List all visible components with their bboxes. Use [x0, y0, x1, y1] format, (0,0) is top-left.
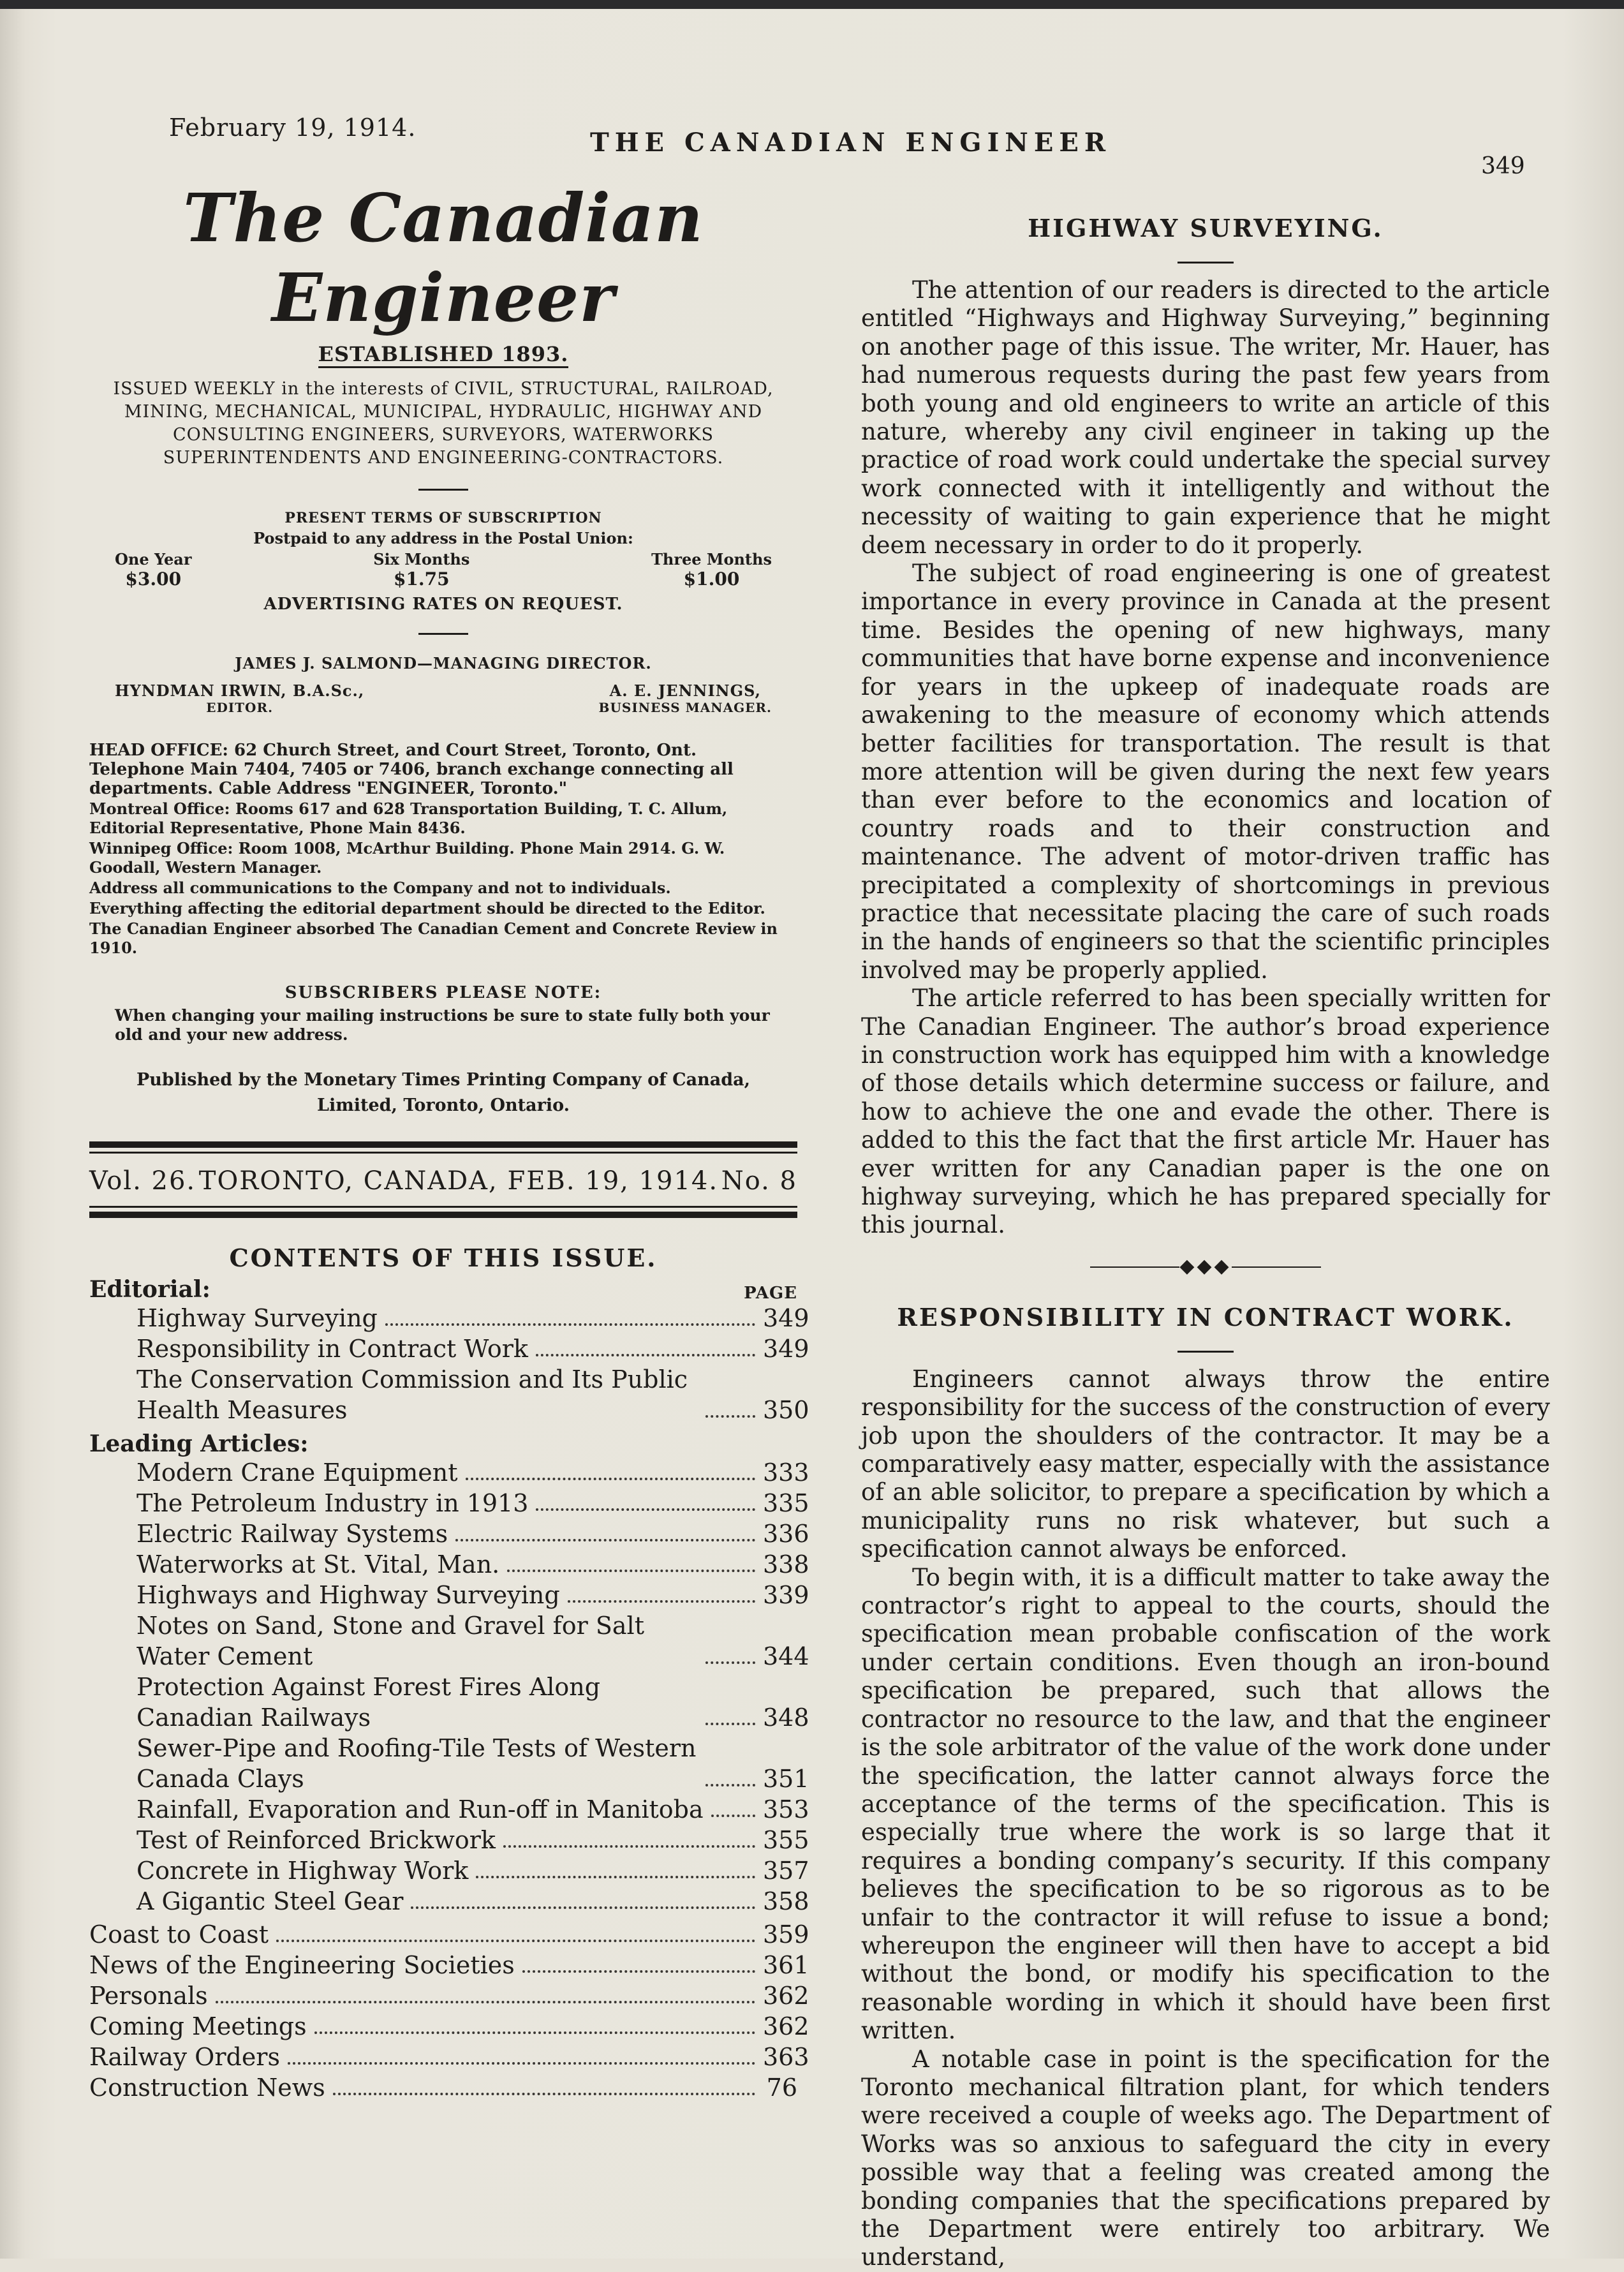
toc-entry[interactable] — [89, 2011, 809, 2042]
office-line: Address all communications to the Company and not to individuals. — [89, 878, 671, 897]
subscribers-note-heading: SUBSCRIBERS PLEASE NOTE: — [284, 983, 602, 1002]
contents-title: CONTENTS OF THIS ISSUE. — [229, 1243, 658, 1272]
article-paragraph: The subject of road engineering is one of greatest importance in every province in Canada at the present time. Besides the opening of new highways, many communities that have borne expense and inconvenience for years in the upkeep of inadequate roads are awakening to the measure of economy which attends better facilities for transportation. The result is that more attention will be given during the next few years than ever before to the economics and location of country roads and to their construction and maintenance. The advent of motor-driven traffic has precipitated a complexity of shortcomings in previous practice that necessitate placing the care of such roads in the hands of engineers so that the scientific principles involved may be properly applied. — [861, 560, 1550, 984]
volume-number: Vol. 26. — [89, 1166, 196, 1196]
toc-entry-page: 349 — [763, 1334, 809, 1363]
toc-other-list — [89, 1919, 809, 2103]
toc-entry[interactable] — [137, 1457, 809, 1488]
toc-entry-title: The Petroleum Industry in 1913 — [137, 1489, 529, 1517]
subscription-postpaid: Postpaid to any address in the Postal Union: — [253, 528, 633, 547]
toc-entry[interactable] — [137, 1549, 809, 1580]
toc-entry[interactable] — [137, 1518, 809, 1549]
toc-leader — [455, 1539, 755, 1541]
toc-leader — [476, 1876, 755, 1878]
issued-statement: ISSUED WEEKLY in the interests of CIVIL, STRUCTURAL, RAILROAD, MINING, MECHANICAL, MUNICIPAL, HYDRAULIC, HIGHWAY AND CONSULTING ENGINEERS, SURVEYORS, WATERWORKS SUPERINTENDENTS AND ENGINEERING-CONTRACTORS. — [113, 378, 774, 468]
article-highway-surveying — [861, 214, 1550, 1240]
toc-entry-title: Coming Meetings — [89, 2012, 307, 2040]
toc-entry-title: Personals — [89, 1981, 208, 2010]
toc-leader — [333, 2093, 755, 2095]
toc-leader — [705, 1415, 755, 1418]
editor-name: HYNDMAN IRWIN, B.A.Sc., — [115, 681, 365, 700]
term-one-year — [115, 550, 192, 590]
toc-entry-title: Construction News — [89, 2073, 325, 2102]
article-responsibility — [861, 1303, 1550, 2272]
toc-entry-title: Rainfall, Evaporation and Run-off in Manitoba — [137, 1795, 704, 1823]
office-line: Winnipeg Office: Room 1008, McArthur Building. Phone Main 2914. G. W. Goodall, Western Manager. — [89, 838, 725, 877]
ornament-line — [1090, 1266, 1179, 1268]
office-line: Everything affecting the editorial department should be directed to the Editor. — [89, 898, 765, 917]
term-label: One Year — [115, 549, 192, 568]
toc-entry-page: 348 — [763, 1703, 809, 1732]
double-rule — [89, 1206, 797, 1218]
toc-leader — [536, 1508, 755, 1511]
toc-entry-page: 76 — [766, 2073, 797, 2102]
toc-entry-title: A Gigantic Steel Gear — [137, 1887, 404, 1915]
toc-entry[interactable] — [137, 1303, 809, 1333]
double-rule — [89, 1141, 797, 1154]
ornament-line — [1232, 1266, 1321, 1268]
publisher-line-2: Limited, Toronto, Ontario. — [316, 1095, 570, 1115]
toc-entry[interactable] — [137, 1580, 809, 1610]
toc-leader — [568, 1600, 755, 1603]
term-label: Three Months — [651, 549, 772, 568]
subscription-terms — [89, 550, 797, 590]
toc-entry-page: 336 — [763, 1519, 809, 1548]
article-title: HIGHWAY SURVEYING. — [1028, 214, 1384, 242]
title-rule — [1177, 262, 1234, 264]
term-price: $3.00 — [125, 568, 182, 590]
right-column — [861, 201, 1550, 2272]
toc-entry[interactable] — [137, 1333, 809, 1364]
header-title: THE CANADIAN ENGINEER — [590, 128, 1112, 158]
toc-entry[interactable] — [137, 1794, 809, 1825]
toc-entry-title: Highway Surveying — [137, 1303, 378, 1332]
toc-entry-page: 351 — [763, 1764, 809, 1793]
toc-entry-page: 350 — [763, 1395, 809, 1424]
publisher — [89, 1067, 797, 1118]
toc-leader — [288, 2062, 755, 2065]
office-line: The Canadian Engineer absorbed The Canadian Cement and Concrete Review in 1910. — [89, 919, 778, 957]
toc-entry-title: Notes on Sand, Stone and Gravel for Salt Water Cement — [137, 1611, 644, 1670]
manager-title: BUSINESS MANAGER. — [598, 699, 772, 715]
toc-entry-title: News of the Engineering Societies — [89, 1950, 515, 1979]
toc-entry[interactable] — [137, 1488, 809, 1518]
article-paragraph: A notable case in point is the specification for the Toronto mechanical filtration plant, for which tenders were received a couple of weeks ago. The Department of Works was so anxious to safeguard the city in every possible way that a feeling was created among the bonding companies that the specifications prepared by the Department were entirely too arbitrary. We understand, — [861, 2045, 1550, 2271]
divider — [418, 633, 468, 635]
office-info — [89, 741, 797, 958]
toc-leader — [411, 1906, 755, 1909]
toc-entry-title: Railway Orders — [89, 2042, 280, 2071]
toc-entry-page: 335 — [763, 1489, 809, 1517]
toc-section-editorial: Editorial: — [89, 1275, 210, 1303]
toc-entry-title: Sewer-Pipe and Roofing-Tile Tests of Western Canada Clays — [137, 1734, 697, 1793]
toc-leading-list — [89, 1457, 809, 1917]
article-paragraph: The attention of our readers is directed to the article entitled “Highways and Highway Surveying,” beginning on another page of this issue. The writer, Mr. Hauer, has had numerous requests during the past few years from both young and old engineers to write an article of this nature, whereby any civil engineer in taking up the practice of road work could undertake the special survey work connected with it intelligently and without the necessity of waiting to gain experience that he might deem necessary in order to do it properly. — [861, 276, 1550, 559]
toc-entry-title: Coast to Coast — [89, 1920, 269, 1949]
toc-leader — [276, 1940, 755, 1942]
divider — [418, 489, 468, 491]
toc-entry[interactable] — [89, 2072, 797, 2103]
editor-title: EDITOR. — [206, 699, 274, 715]
toc-entry-page: 361 — [763, 1950, 809, 1979]
toc-entry-page: 363 — [763, 2042, 809, 2071]
title-rule — [1177, 1351, 1234, 1353]
toc-entry[interactable] — [89, 1919, 809, 1950]
term-three-months — [651, 550, 772, 590]
staff-row — [89, 681, 797, 715]
office-line: HEAD OFFICE: 62 Church Street, and Court Street, Toronto, Ont. Telephone Main 7404, 7405 or 7406, branch exchange connecting all departments. Cable Address "ENGINEER, Toronto." — [89, 740, 734, 798]
toc-entry[interactable] — [137, 1825, 809, 1855]
publisher-line-1: Published by the Monetary Times Printing Company of Canada, — [136, 1069, 751, 1090]
issue-number: No. 8 — [721, 1166, 797, 1196]
toc-entry-page: 349 — [763, 1303, 809, 1332]
term-price: $1.00 — [683, 568, 740, 590]
volume-place-date: TORONTO, CANADA, FEB. 19, 1914. — [198, 1166, 719, 1196]
masthead-title: The Canadian Engineer — [183, 179, 704, 337]
managing-director: JAMES J. SALMOND—MANAGING DIRECTOR. — [235, 653, 652, 672]
established-text: ESTABLISHED 1893. — [318, 342, 569, 368]
toc-entry[interactable] — [137, 1733, 809, 1794]
scan-top-edge — [0, 0, 1624, 9]
business-manager — [599, 681, 772, 715]
advertising-rates: ADVERTISING RATES ON REQUEST. — [263, 594, 623, 614]
toc-leader — [705, 1661, 755, 1664]
toc-leader — [466, 1478, 755, 1480]
toc-entry-title: Modern Crane Equipment — [137, 1458, 458, 1487]
article-paragraph: Engineers cannot always throw the entire responsibility for the success of the construction of every job upon the shoulders of the contractor. It may be a comparatively easy matter, especially with the assistance of an able solicitor, to prepare a specification by which a municipality runs no risk whatever, but such a specification cannot always be enforced. — [861, 1365, 1550, 1563]
toc-leader — [711, 1815, 755, 1817]
toc-leader — [522, 1970, 755, 1973]
toc-entry[interactable] — [137, 1886, 809, 1917]
toc-entry[interactable] — [137, 1855, 809, 1886]
toc-leader — [314, 2031, 755, 2034]
toc-entry-page: 358 — [763, 1887, 809, 1915]
toc-entry[interactable] — [137, 1610, 809, 1672]
staff-block — [89, 654, 797, 715]
toc-entry-page: 344 — [763, 1642, 809, 1670]
toc-leader — [503, 1845, 755, 1848]
subscription-heading: PRESENT TERMS OF SUBSCRIPTION — [284, 509, 602, 526]
toc-entry-page: 359 — [763, 1920, 809, 1949]
article-paragraph: To begin with, it is a difficult matter to take away the contractor’s right to appeal to the courts, should the specification mean probable confiscation of the work under certain conditions. Even though an iron-bound specification be prepared, such that allows the contractor no resource to the law, and that the engineer is the sole arbitrator of the value of the work done under the specification, the latter cannot always force the acceptance of the terms of the specification. This is especially true where the work is so large that it requires a bonding company’s security. If this company believes the specification to be so rigorous as to be unfair to the contractor it will refuse to issue a bond; whereupon the engineer will then have to accept a bid without the bond, or modify his specification to the reasonable wording in which it should have been first written. — [861, 1563, 1550, 2045]
toc-entry-page: 362 — [763, 2012, 809, 2040]
toc-entry-title: Test of Reinforced Brickwork — [137, 1825, 496, 1854]
toc-leader — [507, 1570, 755, 1572]
toc-entry-title: Concrete in Highway Work — [137, 1856, 469, 1885]
toc-entry-page: 362 — [763, 1981, 809, 2010]
toc-entry[interactable] — [89, 1980, 809, 2011]
toc-leader — [385, 1323, 755, 1326]
article-paragraph: The article referred to has been specially written for The Canadian Engineer. The author’s broad experience in construction work has equipped him with a knowledge of those details which determine success or failure, and how to achieve the one and evade the other. There is added to this the fact that the first article Mr. Hauer has ever written for any Canadian paper is the one on highway surveying, which he has prepared specially for this journal. — [861, 984, 1550, 1239]
toc-page-label: PAGE — [744, 1283, 797, 1303]
toc-entry[interactable] — [137, 1672, 809, 1733]
toc-entry-page: 355 — [763, 1825, 809, 1854]
toc-entry-title: Highways and Highway Surveying — [137, 1580, 560, 1609]
subscribers-note-body: When changing your mailing instructions be sure to state fully both your old and your new address. — [115, 1006, 770, 1044]
toc-entry-page: 353 — [763, 1795, 809, 1823]
term-label: Six Months — [373, 549, 470, 568]
volume-line — [89, 1166, 797, 1196]
manager-name: A. E. JENNINGS, — [609, 681, 761, 700]
established-line — [89, 342, 797, 366]
toc-entry[interactable] — [89, 2042, 809, 2072]
ornamental-divider — [861, 1255, 1550, 1277]
page-number: 349 — [1481, 153, 1525, 179]
toc-leader — [536, 1354, 755, 1356]
ornament-diamond: ◆◆◆ — [1179, 1254, 1232, 1277]
header-date: February 19, 1914. — [169, 114, 417, 142]
toc-entry-title: The Conservation Commission and Its Public Health Measures — [137, 1365, 688, 1424]
toc-entry-page: 333 — [763, 1458, 809, 1487]
toc-header — [89, 1276, 797, 1303]
toc-leader — [216, 2001, 755, 2003]
toc-entry-title: Waterworks at St. Vital, Man. — [137, 1550, 500, 1578]
toc-entry-title: Protection Against Forest Fires Along Canadian Railways — [137, 1672, 601, 1732]
toc-entry-title: Electric Railway Systems — [137, 1519, 448, 1548]
toc-section-leading: Leading Articles: — [89, 1430, 309, 1457]
term-six-months — [373, 550, 469, 590]
toc-entry-title: Responsibility in Contract Work — [137, 1334, 528, 1363]
toc-editorial-list — [89, 1303, 809, 1425]
toc-entry-page: 338 — [763, 1550, 809, 1578]
left-column — [89, 179, 809, 2103]
toc-entry[interactable] — [137, 1364, 809, 1425]
toc-entry[interactable] — [89, 1950, 809, 1980]
toc-entry-page: 339 — [763, 1580, 809, 1609]
term-price: $1.75 — [393, 568, 450, 590]
toc-leader — [705, 1723, 755, 1725]
toc-entry-page: 357 — [763, 1856, 809, 1885]
editor — [115, 681, 364, 715]
article-title: RESPONSIBILITY IN CONTRACT WORK. — [897, 1302, 1514, 1332]
office-line: Montreal Office: Rooms 617 and 628 Transportation Building, T. C. Allum, Editorial Representative, Phone Main 8436. — [89, 799, 728, 837]
toc-leader — [705, 1784, 755, 1786]
